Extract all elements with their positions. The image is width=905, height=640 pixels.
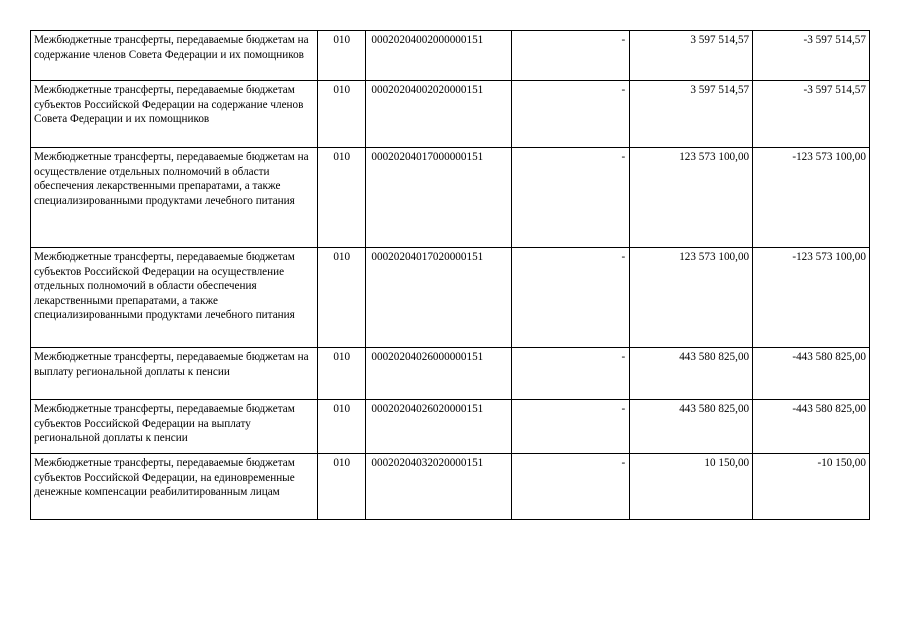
row-line-code: 010 (318, 348, 366, 400)
row-deviation-amount: -3 597 514,57 (753, 31, 870, 81)
table-row (31, 400, 870, 454)
table-body (31, 31, 870, 520)
row-name: Межбюджетные трансферты, передаваемые бюджетам субъектов Российской Федерации, на единовременные денежные компенсации реабилитированным лицам (31, 454, 318, 520)
row-deviation-amount: -443 580 825,00 (753, 348, 870, 400)
table-row (31, 248, 870, 348)
row-budget-code: 00020204002000000151 (366, 31, 512, 81)
row-line-code: 010 (318, 81, 366, 148)
row-approved-amount: - (512, 31, 630, 81)
row-executed-amount: 443 580 825,00 (630, 348, 753, 400)
table-row (31, 348, 870, 400)
row-name: Межбюджетные трансферты, передаваемые бюджетам субъектов Российской Федерации на осуществление отдельных полномочий в области обеспечения лекарственными препаратами, а также специализированными продуктами лечебного питания (31, 248, 318, 348)
row-executed-amount: 3 597 514,57 (630, 31, 753, 81)
row-deviation-amount: -10 150,00 (753, 454, 870, 520)
row-name: Межбюджетные трансферты, передаваемые бюджетам субъектов Российской Федерации на выплату региональной доплаты к пенсии (31, 400, 318, 454)
table-row (31, 31, 870, 81)
row-name: Межбюджетные трансферты, передаваемые бюджетам на выплату региональной доплаты к пенсии (31, 348, 318, 400)
row-executed-amount: 10 150,00 (630, 454, 753, 520)
table-row (31, 148, 870, 248)
row-approved-amount: - (512, 81, 630, 148)
row-line-code: 010 (318, 454, 366, 520)
row-name: Межбюджетные трансферты, передаваемые бюджетам на содержание членов Совета Федерации и их помощников (31, 31, 318, 81)
row-name: Межбюджетные трансферты, передаваемые бюджетам субъектов Российской Федерации на содержание членов Совета Федерации и их помощников (31, 81, 318, 148)
row-line-code: 010 (318, 31, 366, 81)
row-line-code: 010 (318, 400, 366, 454)
row-deviation-amount: -123 573 100,00 (753, 248, 870, 348)
row-budget-code: 00020204026020000151 (366, 400, 512, 454)
row-approved-amount: - (512, 348, 630, 400)
row-line-code: 010 (318, 248, 366, 348)
row-executed-amount: 123 573 100,00 (630, 248, 753, 348)
row-line-code: 010 (318, 148, 366, 248)
budget-report-table (30, 30, 870, 520)
row-deviation-amount: -3 597 514,57 (753, 81, 870, 148)
row-budget-code: 00020204002020000151 (366, 81, 512, 148)
row-budget-code: 00020204032020000151 (366, 454, 512, 520)
row-executed-amount: 443 580 825,00 (630, 400, 753, 454)
row-executed-amount: 123 573 100,00 (630, 148, 753, 248)
row-deviation-amount: -123 573 100,00 (753, 148, 870, 248)
row-budget-code: 00020204017000000151 (366, 148, 512, 248)
row-approved-amount: - (512, 400, 630, 454)
row-executed-amount: 3 597 514,57 (630, 81, 753, 148)
row-approved-amount: - (512, 454, 630, 520)
row-approved-amount: - (512, 148, 630, 248)
table-row (31, 454, 870, 520)
row-approved-amount: - (512, 248, 630, 348)
row-name: Межбюджетные трансферты, передаваемые бюджетам на осуществление отдельных полномочий в области обеспечения лекарственными препаратами, а также специализированными продуктами лечебного питания (31, 148, 318, 248)
row-budget-code: 00020204017020000151 (366, 248, 512, 348)
row-budget-code: 00020204026000000151 (366, 348, 512, 400)
row-deviation-amount: -443 580 825,00 (753, 400, 870, 454)
table-row (31, 81, 870, 148)
